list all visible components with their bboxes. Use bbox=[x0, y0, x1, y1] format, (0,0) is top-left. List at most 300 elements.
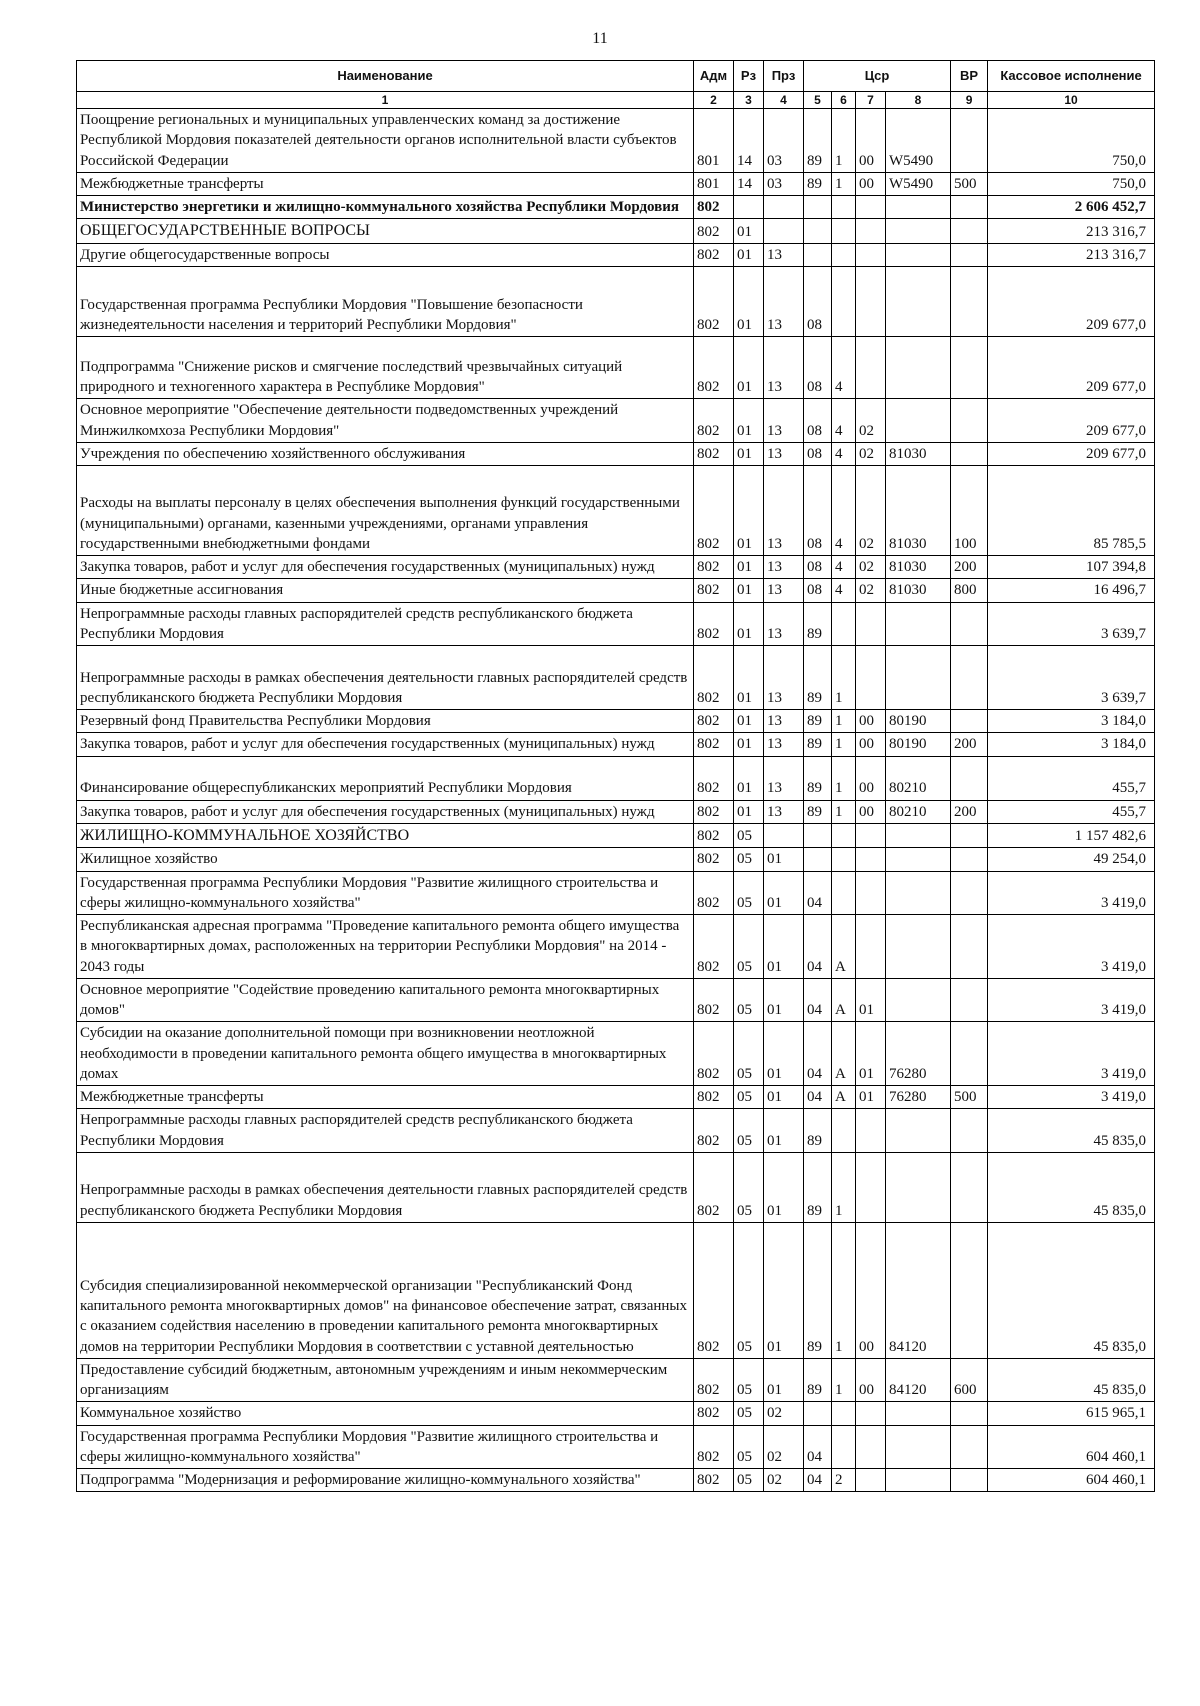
row-prz: 02 bbox=[764, 1469, 804, 1492]
row-prz: 13 bbox=[764, 466, 804, 556]
header-vr: ВР bbox=[951, 61, 988, 92]
row-csr-6: 1 bbox=[832, 756, 856, 800]
table-row bbox=[77, 244, 1155, 267]
row-adm: 802 bbox=[694, 1109, 734, 1153]
table-row bbox=[77, 219, 1155, 244]
row-name: Непрограммные расходы в рамках обеспечения деятельности главных распорядителей средств республиканского бюджета Республики Мордовия bbox=[77, 1152, 694, 1222]
row-csr-8: 84120 bbox=[886, 1222, 951, 1358]
row-amount: 213 316,7 bbox=[988, 244, 1155, 267]
row-csr-5: 04 bbox=[804, 871, 832, 915]
row-csr-7 bbox=[856, 219, 886, 244]
row-name: Закупка товаров, работ и услуг для обеспечения государственных (муниципальных) нужд bbox=[77, 556, 694, 579]
row-amount: 604 460,1 bbox=[988, 1425, 1155, 1469]
row-csr-5 bbox=[804, 196, 832, 219]
row-prz: 02 bbox=[764, 1425, 804, 1469]
row-name: Финансирование общереспубликанских мероприятий Республики Мордовия bbox=[77, 756, 694, 800]
row-amount: 3 184,0 bbox=[988, 710, 1155, 733]
row-prz: 13 bbox=[764, 442, 804, 465]
row-amount: 3 419,0 bbox=[988, 1022, 1155, 1086]
row-csr-7: 00 bbox=[856, 1222, 886, 1358]
row-name: Расходы на выплаты персоналу в целях обеспечения выполнения функций государственными (муниципальными) органами, казенными учреждениями, органами управления государственными внебюджетными фондами bbox=[77, 466, 694, 556]
row-adm: 802 bbox=[694, 1402, 734, 1425]
row-adm: 802 bbox=[694, 556, 734, 579]
row-vr bbox=[951, 1222, 988, 1358]
row-csr-5: 89 bbox=[804, 646, 832, 710]
row-amount: 107 394,8 bbox=[988, 556, 1155, 579]
row-csr-6: 4 bbox=[832, 466, 856, 556]
row-csr-5: 89 bbox=[804, 1109, 832, 1153]
row-csr-7 bbox=[856, 1109, 886, 1153]
row-csr-5: 08 bbox=[804, 267, 832, 337]
row-csr-6 bbox=[832, 871, 856, 915]
row-prz: 13 bbox=[764, 267, 804, 337]
row-adm: 801 bbox=[694, 109, 734, 173]
row-prz bbox=[764, 219, 804, 244]
row-adm: 802 bbox=[694, 579, 734, 602]
row-csr-8 bbox=[886, 1402, 951, 1425]
row-csr-8: 76280 bbox=[886, 1022, 951, 1086]
row-prz: 13 bbox=[764, 602, 804, 646]
row-csr-8: 81030 bbox=[886, 579, 951, 602]
row-csr-6: 1 bbox=[832, 172, 856, 195]
row-name: Непрограммные расходы главных распорядителей средств республиканского бюджета Республики Мордовия bbox=[77, 602, 694, 646]
table-row bbox=[77, 848, 1155, 871]
row-prz: 13 bbox=[764, 337, 804, 399]
table-row bbox=[77, 109, 1155, 173]
row-csr-8: 81030 bbox=[886, 442, 951, 465]
row-name: Министерство энергетики и жилищно-коммунального хозяйства Республики Мордовия bbox=[77, 196, 694, 219]
row-rz: 01 bbox=[734, 337, 764, 399]
row-adm: 802 bbox=[694, 756, 734, 800]
row-adm: 802 bbox=[694, 1086, 734, 1109]
row-amount: 49 254,0 bbox=[988, 848, 1155, 871]
row-rz: 05 bbox=[734, 871, 764, 915]
row-rz: 05 bbox=[734, 1086, 764, 1109]
row-adm: 802 bbox=[694, 337, 734, 399]
row-rz: 01 bbox=[734, 466, 764, 556]
table-row bbox=[77, 1109, 1155, 1153]
row-csr-6: 1 bbox=[832, 109, 856, 173]
row-csr-7: 00 bbox=[856, 109, 886, 173]
row-amount: 750,0 bbox=[988, 109, 1155, 173]
header-adm: Адм bbox=[694, 61, 734, 92]
table-row bbox=[77, 172, 1155, 195]
row-amount: 750,0 bbox=[988, 172, 1155, 195]
row-vr: 200 bbox=[951, 733, 988, 756]
row-rz: 14 bbox=[734, 109, 764, 173]
row-csr-7: 02 bbox=[856, 399, 886, 443]
row-prz: 03 bbox=[764, 109, 804, 173]
col-number: 7 bbox=[856, 92, 886, 109]
row-csr-7 bbox=[856, 823, 886, 848]
header-prz: Прз bbox=[764, 61, 804, 92]
row-csr-7 bbox=[856, 244, 886, 267]
row-csr-5: 89 bbox=[804, 1222, 832, 1358]
row-csr-8 bbox=[886, 1152, 951, 1222]
row-amount: 209 677,0 bbox=[988, 442, 1155, 465]
row-csr-7: 02 bbox=[856, 442, 886, 465]
row-amount: 45 835,0 bbox=[988, 1109, 1155, 1153]
row-vr bbox=[951, 1469, 988, 1492]
row-prz: 13 bbox=[764, 800, 804, 823]
row-rz: 05 bbox=[734, 1402, 764, 1425]
row-csr-8: 80190 bbox=[886, 710, 951, 733]
row-csr-7 bbox=[856, 915, 886, 979]
row-amount: 3 184,0 bbox=[988, 733, 1155, 756]
row-adm: 802 bbox=[694, 978, 734, 1022]
row-csr-8 bbox=[886, 399, 951, 443]
row-csr-8 bbox=[886, 219, 951, 244]
col-number: 4 bbox=[764, 92, 804, 109]
row-vr bbox=[951, 244, 988, 267]
row-rz bbox=[734, 196, 764, 219]
row-csr-8: 81030 bbox=[886, 466, 951, 556]
row-rz: 01 bbox=[734, 602, 764, 646]
row-csr-8 bbox=[886, 848, 951, 871]
row-csr-5: 04 bbox=[804, 915, 832, 979]
row-amount: 455,7 bbox=[988, 756, 1155, 800]
row-prz: 01 bbox=[764, 1109, 804, 1153]
row-adm: 802 bbox=[694, 244, 734, 267]
row-vr bbox=[951, 756, 988, 800]
row-csr-6 bbox=[832, 848, 856, 871]
row-vr bbox=[951, 196, 988, 219]
row-csr-8 bbox=[886, 196, 951, 219]
row-csr-6: А bbox=[832, 915, 856, 979]
row-rz: 14 bbox=[734, 172, 764, 195]
row-adm: 802 bbox=[694, 1022, 734, 1086]
row-csr-5: 08 bbox=[804, 556, 832, 579]
row-csr-6 bbox=[832, 1109, 856, 1153]
row-vr bbox=[951, 978, 988, 1022]
row-adm: 802 bbox=[694, 602, 734, 646]
row-amount: 3 419,0 bbox=[988, 915, 1155, 979]
row-csr-8 bbox=[886, 915, 951, 979]
row-csr-8 bbox=[886, 646, 951, 710]
row-csr-6: 4 bbox=[832, 337, 856, 399]
table-row bbox=[77, 1222, 1155, 1358]
row-csr-6 bbox=[832, 196, 856, 219]
row-amount: 3 639,7 bbox=[988, 646, 1155, 710]
header-amount: Кассовое исполнение bbox=[988, 61, 1155, 92]
row-rz: 01 bbox=[734, 733, 764, 756]
row-amount: 209 677,0 bbox=[988, 267, 1155, 337]
column-number-row bbox=[77, 92, 1155, 109]
row-adm: 802 bbox=[694, 1358, 734, 1402]
row-csr-7: 00 bbox=[856, 172, 886, 195]
row-vr bbox=[951, 1425, 988, 1469]
table-row bbox=[77, 196, 1155, 219]
row-csr-7 bbox=[856, 1402, 886, 1425]
row-csr-8: 80210 bbox=[886, 756, 951, 800]
row-amount: 3 419,0 bbox=[988, 871, 1155, 915]
row-csr-5 bbox=[804, 848, 832, 871]
row-name: Республиканская адресная программа "Проведение капитального ремонта общего имущества в многоквартирных домах, расположенных на территории Республики Мордовия" на 2014 - 2043 годы bbox=[77, 915, 694, 979]
row-rz: 01 bbox=[734, 399, 764, 443]
row-csr-7 bbox=[856, 196, 886, 219]
row-vr bbox=[951, 602, 988, 646]
row-rz: 05 bbox=[734, 1469, 764, 1492]
row-adm: 802 bbox=[694, 848, 734, 871]
row-adm: 802 bbox=[694, 267, 734, 337]
row-vr: 200 bbox=[951, 800, 988, 823]
row-csr-5: 89 bbox=[804, 172, 832, 195]
row-csr-5: 04 bbox=[804, 1425, 832, 1469]
row-amount: 45 835,0 bbox=[988, 1358, 1155, 1402]
row-vr bbox=[951, 646, 988, 710]
table-row bbox=[77, 1086, 1155, 1109]
row-rz: 01 bbox=[734, 800, 764, 823]
row-adm: 802 bbox=[694, 442, 734, 465]
row-csr-7 bbox=[856, 1469, 886, 1492]
row-csr-5: 89 bbox=[804, 602, 832, 646]
row-prz: 13 bbox=[764, 399, 804, 443]
row-vr bbox=[951, 1152, 988, 1222]
row-csr-7 bbox=[856, 1152, 886, 1222]
row-rz: 05 bbox=[734, 1109, 764, 1153]
row-csr-5 bbox=[804, 1402, 832, 1425]
row-csr-7: 01 bbox=[856, 1086, 886, 1109]
row-csr-6: 1 bbox=[832, 1358, 856, 1402]
row-csr-8: 81030 bbox=[886, 556, 951, 579]
table-row bbox=[77, 871, 1155, 915]
row-name: Основное мероприятие "Обеспечение деятельности подведомственных учреждений Минжилкомхоза Республики Мордовия" bbox=[77, 399, 694, 443]
row-vr bbox=[951, 337, 988, 399]
row-rz: 05 bbox=[734, 1358, 764, 1402]
row-prz bbox=[764, 823, 804, 848]
row-csr-8 bbox=[886, 1425, 951, 1469]
row-vr: 600 bbox=[951, 1358, 988, 1402]
col-number: 6 bbox=[832, 92, 856, 109]
row-name: ОБЩЕГОСУДАРСТВЕННЫЕ ВОПРОСЫ bbox=[77, 219, 694, 244]
row-csr-6 bbox=[832, 219, 856, 244]
row-csr-8 bbox=[886, 1109, 951, 1153]
row-adm: 802 bbox=[694, 1152, 734, 1222]
row-name: Жилищное хозяйство bbox=[77, 848, 694, 871]
table-row bbox=[77, 800, 1155, 823]
row-amount: 455,7 bbox=[988, 800, 1155, 823]
row-name: Резервный фонд Правительства Республики Мордовия bbox=[77, 710, 694, 733]
row-name: Подпрограмма "Снижение рисков и смягчение последствий чрезвычайных ситуаций природного и техногенного характера в Республике Мордовия" bbox=[77, 337, 694, 399]
row-name: Закупка товаров, работ и услуг для обеспечения государственных (муниципальных) нужд bbox=[77, 800, 694, 823]
col-number: 5 bbox=[804, 92, 832, 109]
row-csr-7 bbox=[856, 646, 886, 710]
row-amount: 213 316,7 bbox=[988, 219, 1155, 244]
row-csr-5: 08 bbox=[804, 442, 832, 465]
row-adm: 802 bbox=[694, 823, 734, 848]
row-csr-7: 00 bbox=[856, 756, 886, 800]
row-prz: 02 bbox=[764, 1402, 804, 1425]
row-vr: 800 bbox=[951, 579, 988, 602]
row-csr-5: 89 bbox=[804, 109, 832, 173]
row-csr-6: 4 bbox=[832, 399, 856, 443]
row-csr-7: 02 bbox=[856, 466, 886, 556]
row-rz: 01 bbox=[734, 579, 764, 602]
table-row bbox=[77, 823, 1155, 848]
row-csr-6 bbox=[832, 1402, 856, 1425]
table-row bbox=[77, 442, 1155, 465]
table-row bbox=[77, 733, 1155, 756]
row-csr-7: 02 bbox=[856, 556, 886, 579]
row-name: Закупка товаров, работ и услуг для обеспечения государственных (муниципальных) нужд bbox=[77, 733, 694, 756]
row-csr-5: 89 bbox=[804, 756, 832, 800]
row-adm: 802 bbox=[694, 466, 734, 556]
table-row bbox=[77, 915, 1155, 979]
row-rz: 01 bbox=[734, 646, 764, 710]
row-vr: 500 bbox=[951, 172, 988, 195]
row-csr-6: 1 bbox=[832, 800, 856, 823]
budget-table bbox=[76, 60, 1155, 1492]
row-rz: 01 bbox=[734, 244, 764, 267]
row-csr-7: 00 bbox=[856, 710, 886, 733]
row-name: Коммунальное хозяйство bbox=[77, 1402, 694, 1425]
col-number: 10 bbox=[988, 92, 1155, 109]
row-vr bbox=[951, 710, 988, 733]
row-name: Другие общегосударственные вопросы bbox=[77, 244, 694, 267]
row-rz: 05 bbox=[734, 915, 764, 979]
header-rz: Рз bbox=[734, 61, 764, 92]
row-name: Субсидия специализированной некоммерческой организации "Республиканский Фонд капитального ремонта многоквартирных домов" на финансовое обеспечение затрат, связанных с оказанием содействия населению в проведении капитального ремонта многоквартирных домов на территории Республики Мордовия в соответствии с уставной деятельностью bbox=[77, 1222, 694, 1358]
row-csr-7 bbox=[856, 848, 886, 871]
table-row bbox=[77, 978, 1155, 1022]
row-csr-8 bbox=[886, 1469, 951, 1492]
table-row bbox=[77, 267, 1155, 337]
row-prz: 13 bbox=[764, 733, 804, 756]
row-prz: 13 bbox=[764, 710, 804, 733]
row-adm: 802 bbox=[694, 915, 734, 979]
row-prz: 13 bbox=[764, 756, 804, 800]
row-adm: 802 bbox=[694, 733, 734, 756]
table-row bbox=[77, 1402, 1155, 1425]
row-rz: 05 bbox=[734, 823, 764, 848]
row-adm: 802 bbox=[694, 399, 734, 443]
row-vr bbox=[951, 109, 988, 173]
row-prz: 13 bbox=[764, 556, 804, 579]
row-csr-6: А bbox=[832, 1086, 856, 1109]
row-csr-8 bbox=[886, 267, 951, 337]
row-csr-8: 80210 bbox=[886, 800, 951, 823]
row-name: Подпрограмма "Модернизация и реформирование жилищно-коммунального хозяйства" bbox=[77, 1469, 694, 1492]
row-csr-6: 4 bbox=[832, 556, 856, 579]
row-csr-5: 04 bbox=[804, 1022, 832, 1086]
row-csr-7: 00 bbox=[856, 800, 886, 823]
row-csr-6 bbox=[832, 823, 856, 848]
row-name: Государственная программа Республики Мордовия "Развитие жилищного строительства и сферы жилищно-коммунального хозяйства" bbox=[77, 871, 694, 915]
col-number: 9 bbox=[951, 92, 988, 109]
col-number: 1 bbox=[77, 92, 694, 109]
table-row bbox=[77, 756, 1155, 800]
row-vr bbox=[951, 1022, 988, 1086]
table-body bbox=[77, 109, 1155, 1492]
row-prz: 13 bbox=[764, 244, 804, 267]
row-vr bbox=[951, 267, 988, 337]
row-csr-5: 08 bbox=[804, 466, 832, 556]
row-amount: 16 496,7 bbox=[988, 579, 1155, 602]
row-csr-5: 08 bbox=[804, 579, 832, 602]
row-csr-7 bbox=[856, 267, 886, 337]
header-row bbox=[77, 61, 1155, 92]
row-prz: 03 bbox=[764, 172, 804, 195]
row-amount: 3 419,0 bbox=[988, 978, 1155, 1022]
row-prz: 01 bbox=[764, 1358, 804, 1402]
header-csr: Цср bbox=[804, 61, 951, 92]
row-vr: 200 bbox=[951, 556, 988, 579]
table-row bbox=[77, 399, 1155, 443]
row-csr-7: 00 bbox=[856, 1358, 886, 1402]
table-row bbox=[77, 1425, 1155, 1469]
row-rz: 01 bbox=[734, 710, 764, 733]
table-row bbox=[77, 602, 1155, 646]
row-csr-6 bbox=[832, 1425, 856, 1469]
row-rz: 05 bbox=[734, 848, 764, 871]
header-name: Наименование bbox=[77, 61, 694, 92]
row-csr-6: 4 bbox=[832, 442, 856, 465]
table-row bbox=[77, 337, 1155, 399]
row-csr-8: 84120 bbox=[886, 1358, 951, 1402]
row-name: Межбюджетные трансферты bbox=[77, 1086, 694, 1109]
row-amount: 2 606 452,7 bbox=[988, 196, 1155, 219]
row-csr-6: 4 bbox=[832, 579, 856, 602]
row-csr-8 bbox=[886, 871, 951, 915]
row-name: Государственная программа Республики Мордовия "Повышение безопасности жизнедеятельности населения и территорий Республики Мордовия" bbox=[77, 267, 694, 337]
row-csr-5: 89 bbox=[804, 1358, 832, 1402]
row-amount: 45 835,0 bbox=[988, 1152, 1155, 1222]
row-csr-6: 2 bbox=[832, 1469, 856, 1492]
row-prz: 13 bbox=[764, 579, 804, 602]
table-row bbox=[77, 1358, 1155, 1402]
row-prz: 01 bbox=[764, 1022, 804, 1086]
row-vr bbox=[951, 219, 988, 244]
row-prz: 13 bbox=[764, 646, 804, 710]
row-vr bbox=[951, 915, 988, 979]
row-csr-6: А bbox=[832, 1022, 856, 1086]
table-row bbox=[77, 556, 1155, 579]
row-rz: 01 bbox=[734, 756, 764, 800]
table-row bbox=[77, 1469, 1155, 1492]
row-name: Субсидии на оказание дополнительной помощи при возникновении неотложной необходимости в проведении капитального ремонта общего имущества в многоквартирных домах bbox=[77, 1022, 694, 1086]
page-number: 11 bbox=[592, 30, 608, 47]
row-csr-5 bbox=[804, 823, 832, 848]
row-csr-5: 89 bbox=[804, 1152, 832, 1222]
row-csr-7 bbox=[856, 1425, 886, 1469]
row-amount: 3 639,7 bbox=[988, 602, 1155, 646]
row-vr: 500 bbox=[951, 1086, 988, 1109]
table-row bbox=[77, 1152, 1155, 1222]
row-csr-8: 80190 bbox=[886, 733, 951, 756]
row-vr bbox=[951, 1402, 988, 1425]
row-amount: 1 157 482,6 bbox=[988, 823, 1155, 848]
table-row bbox=[77, 1022, 1155, 1086]
row-prz: 01 bbox=[764, 1152, 804, 1222]
row-prz: 01 bbox=[764, 1222, 804, 1358]
row-csr-8 bbox=[886, 978, 951, 1022]
row-csr-6: 1 bbox=[832, 1222, 856, 1358]
row-csr-8 bbox=[886, 244, 951, 267]
row-name: Непрограммные расходы главных распорядителей средств республиканского бюджета Республики Мордовия bbox=[77, 1109, 694, 1153]
row-csr-8 bbox=[886, 337, 951, 399]
row-name: Государственная программа Республики Мордовия "Развитие жилищного строительства и сферы жилищно-коммунального хозяйства" bbox=[77, 1425, 694, 1469]
row-csr-5: 89 bbox=[804, 800, 832, 823]
row-adm: 802 bbox=[694, 800, 734, 823]
row-vr bbox=[951, 848, 988, 871]
row-adm: 802 bbox=[694, 219, 734, 244]
row-rz: 01 bbox=[734, 219, 764, 244]
row-csr-8 bbox=[886, 823, 951, 848]
row-prz: 01 bbox=[764, 915, 804, 979]
row-csr-6: 1 bbox=[832, 646, 856, 710]
row-csr-5: 04 bbox=[804, 978, 832, 1022]
row-name: ЖИЛИЩНО-КОММУНАЛЬНОЕ ХОЗЯЙСТВО bbox=[77, 823, 694, 848]
